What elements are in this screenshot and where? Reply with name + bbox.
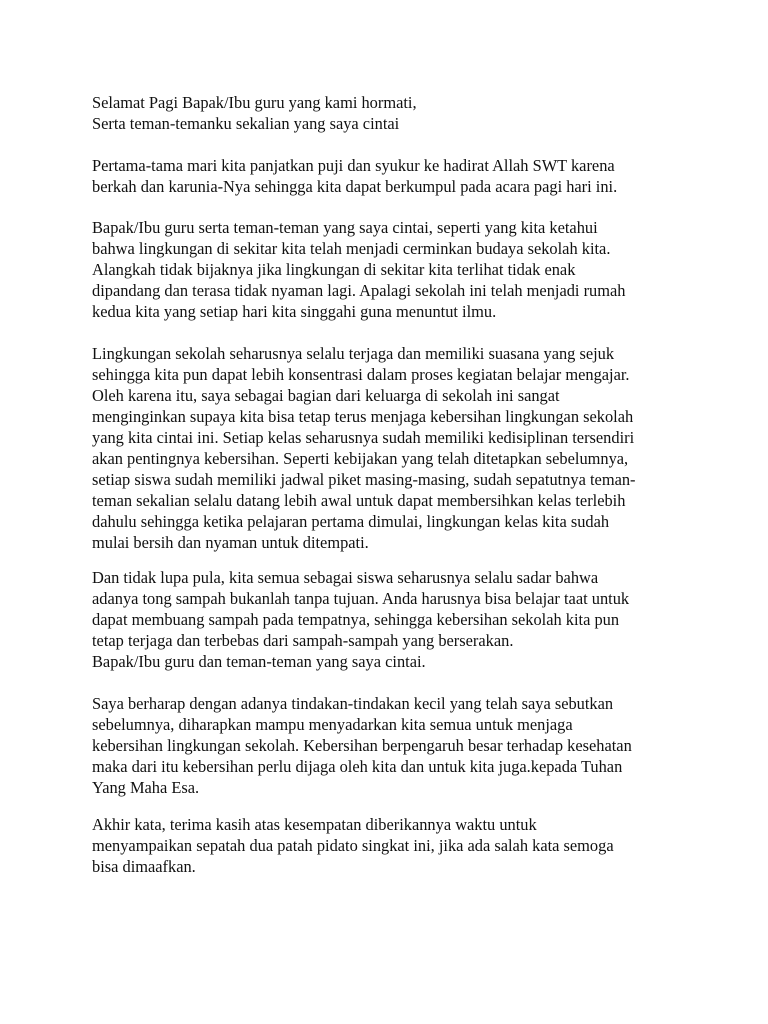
text-line: Saya berharap dengan adanya tindakan-tindakan kecil yang telah saya sebutkan bbox=[92, 694, 614, 713]
paragraph-school-cleanliness bbox=[92, 343, 692, 553]
text-line: bahwa lingkungan di sekitar kita telah menjadi cerminkan budaya sekolah kita. bbox=[92, 239, 611, 258]
text-line: dapat membuang sampah pada tempatnya, sehingga kebersihan sekolah kita pun bbox=[92, 610, 620, 629]
text-line: Oleh karena itu, saya sebagai bagian dari keluarga di sekolah ini sangat bbox=[92, 386, 560, 405]
text-line: Alangkah tidak bijaknya jika lingkungan di sekitar kita terlihat tidak enak bbox=[92, 260, 576, 279]
text-line: menginginkan supaya kita bisa tetap terus menjaga kebersihan lingkungan sekolah bbox=[92, 407, 634, 426]
paragraph-hope bbox=[92, 693, 692, 798]
text-line: setiap siswa sudah memiliki jadwal piket masing-masing, sudah sepatutnya teman- bbox=[92, 470, 636, 489]
paragraph-environment bbox=[92, 217, 692, 322]
text-line: Serta teman-temanku sekalian yang saya cintai bbox=[92, 114, 400, 133]
text-line: bisa dimaafkan. bbox=[92, 857, 196, 876]
paragraph-trash bbox=[92, 567, 692, 672]
text-line: mulai bersih dan nyaman untuk ditempati. bbox=[92, 533, 369, 552]
paragraph-greeting bbox=[92, 92, 692, 134]
text-line: sebelumnya, diharapkan mampu menyadarkan kita semua untuk menjaga bbox=[92, 715, 573, 734]
text-line: yang kita cintai ini. Setiap kelas seharusnya sudah memiliki kedisiplinan tersendiri bbox=[92, 428, 635, 447]
paragraph-opening bbox=[92, 155, 692, 197]
text-line: Selamat Pagi Bapak/Ibu guru yang kami hormati, bbox=[92, 93, 417, 112]
text-line: dipandang dan terasa tidak nyaman lagi. Apalagi sekolah ini telah menjadi rumah bbox=[92, 281, 626, 300]
text-line: kedua kita yang setiap hari kita singgahi guna menuntut ilmu. bbox=[92, 302, 497, 321]
text-line: adanya tong sampah bukanlah tanpa tujuan. Anda harusnya bisa belajar taat untuk bbox=[92, 589, 630, 608]
text-line: menyampaikan sepatah dua patah pidato singkat ini, jika ada salah kata semoga bbox=[92, 836, 614, 855]
text-line: Pertama-tama mari kita panjatkan puji dan syukur ke hadirat Allah SWT karena bbox=[92, 156, 615, 175]
text-line: berkah dan karunia-Nya sehingga kita dapat berkumpul pada acara pagi hari ini. bbox=[92, 177, 618, 196]
text-line: sehingga kita pun dapat lebih konsentrasi dalam proses kegiatan belajar mengajar. bbox=[92, 365, 630, 384]
text-line: kebersihan lingkungan sekolah. Kebersihan berpengaruh besar terhadap kesehatan bbox=[92, 736, 632, 755]
text-line: maka dari itu kebersihan perlu dijaga oleh kita dan untuk kita juga.kepada Tuhan bbox=[92, 757, 623, 776]
text-line: dahulu sehingga ketika pelajaran pertama dimulai, lingkungan kelas kita sudah bbox=[92, 512, 610, 531]
text-line: Dan tidak lupa pula, kita semua sebagai siswa seharusnya selalu sadar bahwa bbox=[92, 568, 599, 587]
text-line: Akhir kata, terima kasih atas kesempatan diberikannya waktu untuk bbox=[92, 815, 537, 834]
text-line: tetap terjaga dan terbebas dari sampah-sampah yang berserakan. bbox=[92, 631, 514, 650]
text-line: Bapak/Ibu guru serta teman-teman yang saya cintai, seperti yang kita ketahui bbox=[92, 218, 598, 237]
text-line: Bapak/Ibu guru dan teman-teman yang saya cintai. bbox=[92, 652, 426, 671]
text-line: Lingkungan sekolah seharusnya selalu terjaga dan memiliki suasana yang sejuk bbox=[92, 344, 615, 363]
text-line: Yang Maha Esa. bbox=[92, 778, 200, 797]
paragraph-closing bbox=[92, 814, 692, 877]
text-line: akan pentingnya kebersihan. Seperti kebijakan yang telah ditetapkan sebelumnya, bbox=[92, 449, 629, 468]
text-line: teman sekalian selalu datang lebih awal untuk dapat membersihkan kelas terlebih bbox=[92, 491, 626, 510]
